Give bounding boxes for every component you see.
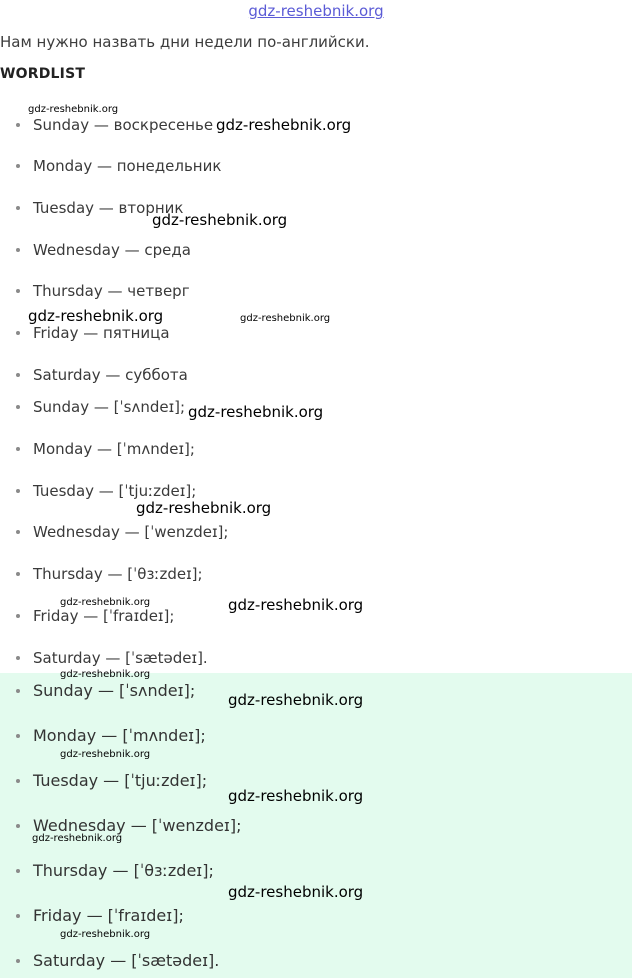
list-item: Saturday — суббота bbox=[16, 363, 188, 387]
bullet-icon bbox=[16, 447, 20, 451]
bullet-icon bbox=[16, 914, 20, 918]
watermark: gdz-reshebnik.org bbox=[228, 596, 364, 614]
watermark: gdz-reshebnik.org bbox=[60, 669, 151, 680]
list-item: Tuesday — вторник bbox=[16, 196, 183, 220]
bullet-icon bbox=[16, 824, 20, 828]
bullet-icon bbox=[16, 123, 20, 127]
bullet-icon bbox=[16, 530, 20, 534]
site-link[interactable]: gdz-reshebnik.org bbox=[248, 2, 384, 20]
watermark: gdz-reshebnik.org bbox=[228, 883, 364, 901]
bullet-icon bbox=[16, 689, 20, 693]
bullet-icon bbox=[16, 959, 20, 963]
list-item: Wednesday — [ˈwenzdeɪ]; bbox=[16, 520, 228, 544]
list-item: Friday — [ˈfraɪdeɪ]; bbox=[16, 904, 184, 928]
list-item: Thursday — [ˈθɜːzdeɪ]; bbox=[16, 859, 214, 883]
bullet-icon bbox=[16, 206, 20, 210]
watermark: gdz-reshebnik.org bbox=[28, 104, 119, 115]
watermark: gdz-reshebnik.org bbox=[152, 211, 288, 229]
bullet-icon bbox=[16, 405, 20, 409]
list-item: Wednesday — среда bbox=[16, 238, 191, 262]
list-item: Sunday — [ˈsʌndeɪ]; bbox=[16, 679, 195, 703]
watermark: gdz-reshebnik.org bbox=[28, 307, 164, 325]
list-item: Sunday — воскресенье bbox=[16, 113, 213, 137]
list-item: Sunday — [ˈsʌndeɪ]; bbox=[16, 395, 185, 419]
list-item: Wednesday — [ˈwenzdeɪ]; bbox=[16, 814, 242, 838]
watermark: gdz-reshebnik.org bbox=[60, 749, 151, 760]
list-item: Saturday — [ˈsætədeɪ]. bbox=[16, 646, 208, 670]
bullet-icon bbox=[16, 779, 20, 783]
list-item: Thursday — четверг bbox=[16, 279, 190, 303]
bullet-icon bbox=[16, 164, 20, 168]
bullet-icon bbox=[16, 656, 20, 660]
bullet-icon bbox=[16, 572, 20, 576]
wordlist-heading: WORDLIST bbox=[0, 66, 86, 82]
bullet-icon bbox=[16, 489, 20, 493]
watermark: gdz-reshebnik.org bbox=[228, 787, 364, 805]
list-item: Saturday — [ˈsætədeɪ]. bbox=[16, 949, 219, 973]
watermark: gdz-reshebnik.org bbox=[60, 929, 151, 940]
watermark: gdz-reshebnik.org bbox=[240, 313, 331, 324]
watermark: gdz-reshebnik.org bbox=[188, 403, 324, 421]
bullet-icon bbox=[16, 248, 20, 252]
watermark: gdz-reshebnik.org bbox=[216, 116, 352, 134]
list-item: Monday — [ˈmʌndeɪ]; bbox=[16, 437, 195, 461]
watermark: gdz-reshebnik.org bbox=[136, 499, 272, 517]
watermark: gdz-reshebnik.org bbox=[32, 833, 123, 844]
list-item: Friday — пятница bbox=[16, 321, 170, 345]
bullet-icon bbox=[16, 614, 20, 618]
watermark: gdz-reshebnik.org bbox=[60, 597, 151, 608]
list-item: Monday — понедельник bbox=[16, 154, 221, 178]
bullet-icon bbox=[16, 373, 20, 377]
list-item: Tuesday — [ˈtjuːzdeɪ]; bbox=[16, 769, 207, 793]
bullet-icon bbox=[16, 734, 20, 738]
bullet-icon bbox=[16, 869, 20, 873]
list-item: Thursday — [ˈθɜːzdeɪ]; bbox=[16, 562, 203, 586]
bullet-icon bbox=[16, 289, 20, 293]
list-item: Tuesday — [ˈtjuːzdeɪ]; bbox=[16, 479, 196, 503]
watermark: gdz-reshebnik.org bbox=[228, 691, 364, 709]
list-item: Friday — [ˈfraɪdeɪ]; bbox=[16, 604, 174, 628]
list-item: Monday — [ˈmʌndeɪ]; bbox=[16, 724, 206, 748]
bullet-icon bbox=[16, 331, 20, 335]
intro-text: Нам нужно назвать дни недели по-английски. bbox=[0, 33, 370, 51]
